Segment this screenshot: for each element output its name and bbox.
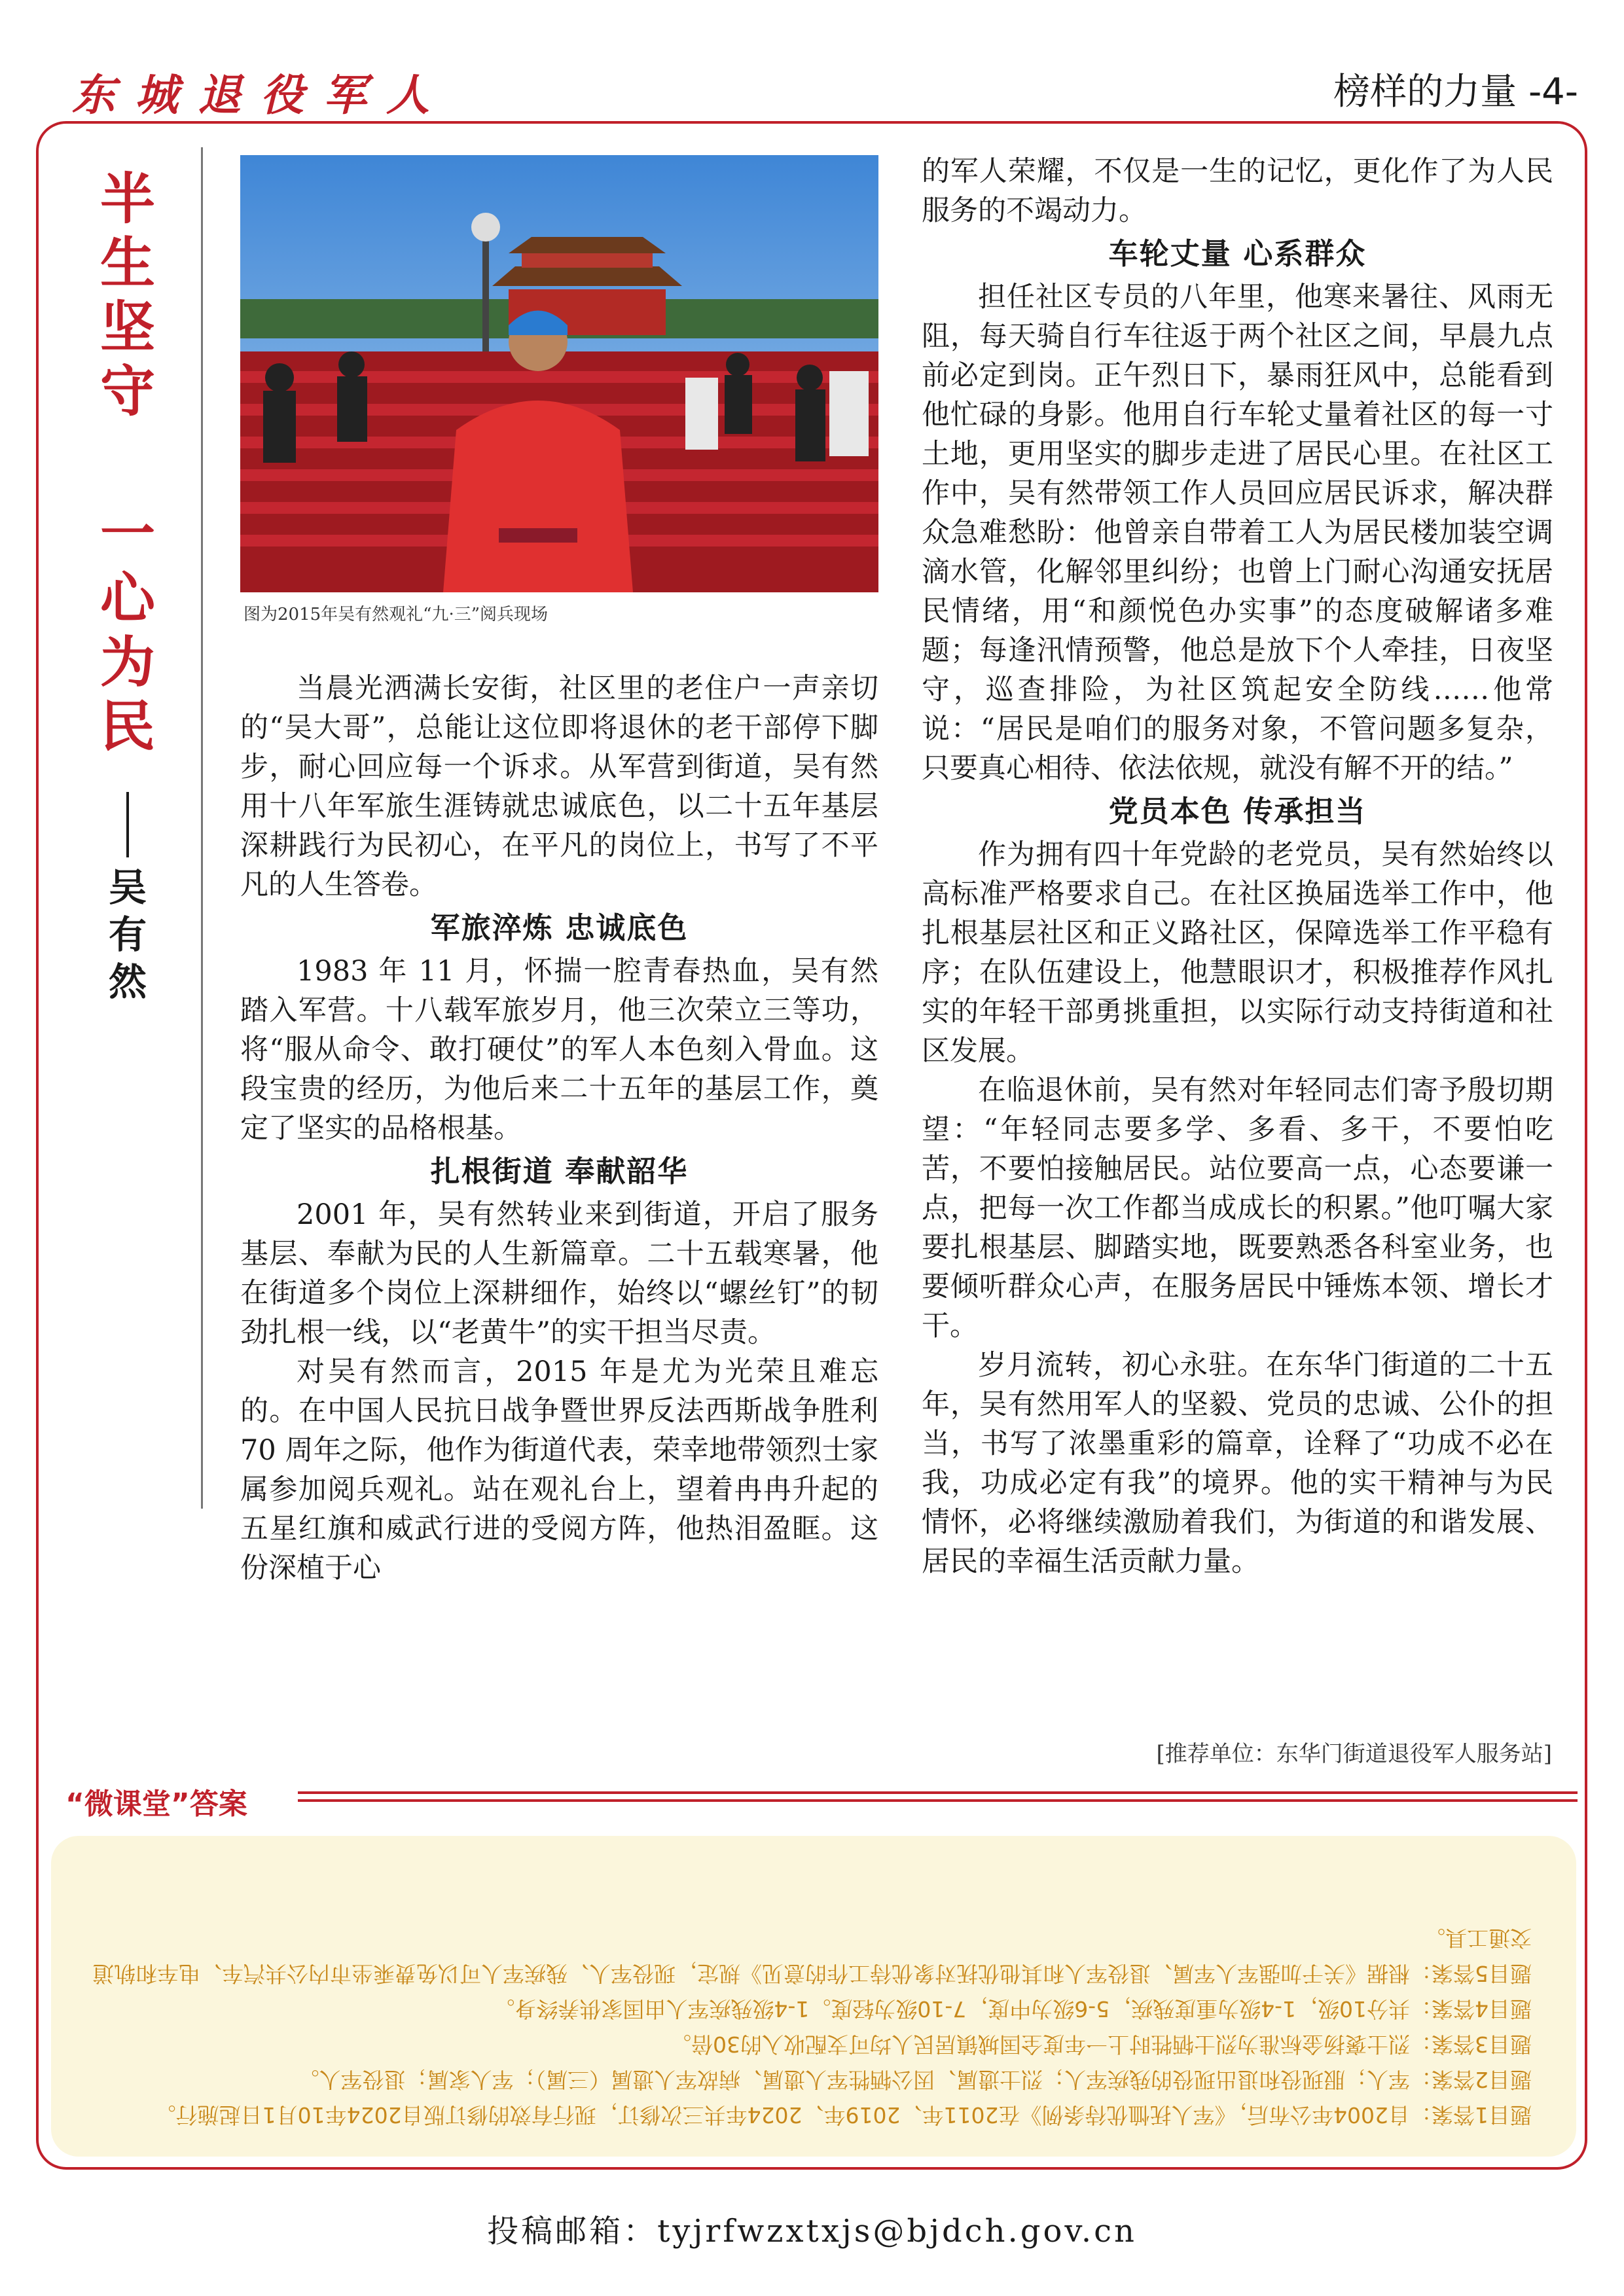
recommending-unit: [推荐单位：东华门街道退役军人服务站] (1156, 1741, 1552, 1767)
paragraph: 2001 年，吴有然转业来到街道，开启了服务基层、奉献为民的人生新篇章。二十五载寒暑，他在街道多个岗位上深耕细作，始终以“螺丝钉”的韧劲扎根一线，以“老黄牛”的实干担当尽责。 (240, 1198, 878, 1349)
photo-caption: 图为2015年吴有然观礼“九·三”阅兵现场 (244, 605, 549, 624)
title-dash (126, 792, 129, 857)
author-name (98, 864, 157, 1005)
parade-photo (240, 155, 878, 592)
intro-paragraph: 当晨光洒满长安街，社区里的老住户一声亲切的“吴大哥”，总能让这位即将退休的老干部停下脚步，耐心回应每一个诉求。从军营到街道，吴有然用十八年军旅生涯铸就忠诚底色，以二十五年基层深耕践行为民初心，在平凡的岗位上，书写了不平凡的人生答卷。 (240, 672, 878, 901)
author-char: 吴 (108, 865, 147, 910)
answer-item: 题目1答案：自2004年公布后，《军人抚恤优待条例》在2011年、2019年、2024年共三次修订，现行有效的修订版自2024年10月1日起施行。 (154, 2102, 1532, 2128)
answer-item: 题目5答案：根据《关于加强军人军属、退役军人和其他优抚对象优待工作的意见》规定，现役军人、残疾军人可以免费乘坐市内公共汽车、电车和轨道交通工具。 (92, 1926, 1532, 1986)
article-left-column (240, 669, 878, 1588)
title-char: 守 (99, 359, 155, 423)
paragraph: 岁月流转，初心永驻。在东华门街道的二十五年，吴有然用军人的坚毅、党员的忠诚、公仆的担当，书写了浓墨重彩的篇章，诠释了“功成不必在我，功成必定有我”的境界。他的实干精神与为民情怀，必将继续激励着我们，为街道的和谐发展、居民的幸福生活贡献力量。 (922, 1349, 1553, 1578)
answers-upside-down-text (52, 1846, 1558, 2147)
title-char: 心 (99, 566, 155, 630)
answer-item: 题目4答案：共分10级，1-4级为重度残疾，5-6级为中度，7-10级为轻度。1-4级残疾军人由国家供养终身。 (493, 1996, 1532, 2022)
section-title: 榜样的力量 -4- (1333, 71, 1578, 113)
paragraph: 在临退休前，吴有然对年轻同志们寄予殷切期望：“年轻同志要多学、多看、多干，不要怕吃苦，不要怕接触居民。站位要高一点，心态要谦一点，把每一次工作都当成成长的积累。”他叮嘱大家要扎根基层、脚踏实地，既要熟悉各科室业务，也要倾听群众心声，在服务居民中锤炼本领、增长才干。 (922, 1074, 1553, 1342)
paragraph: 1983 年 11 月，怀揣一腔青春热血，吴有然踏入军营。十八载军旅岁月，他三次荣立三等功，将“服从命令、敢打硬仗”的军人本色刻入骨血。这段宝贵的经历，为他后来二十五年的基层工作，奠定了坚实的品格根基。 (240, 955, 878, 1145)
subheading-party: 党员本色 传承担当 (1108, 794, 1367, 829)
article-title (98, 167, 157, 759)
paragraph: 担任社区专员的八年里，他寒来暑往、风雨无阻，每天骑自行车往返于两个社区之间，早晨九点前必定到岗。正午烈日下，暴雨狂风中，总能看到他忙碌的身影。他用自行车轮丈量着社区的每一寸土地，更用坚实的脚步走进了居民心里。在社区工作中，吴有然带领工作人员回应居民诉求，解决群众急难愁盼：他曾亲自带着工人为居民楼加装空调滴水管，化解邻里纠纷；也曾上门耐心沟通安抚居民情绪，用“和颜悦色办实事”的态度破解诸多难题；每逢汛情预警，他总是放下个人牵挂，日夜坚守，巡查排险，为社区筑起安全防线……他常说：“居民是咱们的服务对象，不管问题多复杂，只要真心相待、依法依规，就没有解不开的结。” (922, 281, 1553, 785)
title-char: 坚 (99, 295, 155, 359)
paragraph-continued: 的军人荣耀，不仅是一生的记忆，更化作了为人民服务的不竭动力。 (922, 155, 1553, 227)
submission-email: 投稿邮箱：tyjrfwzxtxjs@bjdch.gov.cn (487, 2213, 1137, 2250)
article-right-column (922, 152, 1553, 1581)
title-char: 民 (99, 694, 155, 759)
answers-heading: “微课堂”答案 (65, 1787, 247, 1821)
paragraph: 对吴有然而言，2015 年是尤为光荣且难忘的。在中国人民抗日战争暨世界反法西斯战争胜利 70 周年之际，他作为街道代表，荣幸地带领烈士家属参加阅兵观礼。站在观礼台上，望着冉冉升起的五星红旗和威武行进的受阅方阵，他热泪盈眶。这份深植于心 (240, 1355, 878, 1585)
answer-item: 题目2答案：军人；服现役和退出现役的残疾军人；烈士遗属、因公牺牲军人遗属、病故军人遗属（三属）；军人家属；退役军人。 (297, 2067, 1532, 2092)
paragraph: 作为拥有四十年党龄的老党员，吴有然始终以高标准严格要求自己。在社区换届选举工作中，他扎根基层社区和正义路社区，保障选举工作平稳有序；在队伍建设上，他慧眼识才，积极推荐作风扎实的年轻干部勇挑重担，以实际行动支持街道和社区发展。 (922, 838, 1553, 1067)
subheading-community: 车轮丈量 心系群众 (1108, 236, 1367, 271)
title-char: 半 (99, 167, 155, 231)
vertical-divider (201, 147, 203, 1509)
author-char: 然 (108, 960, 147, 1004)
title-char: 生 (99, 231, 155, 295)
answer-item: 题目3答案：烈士褒扬金标准为烈士牺牲时上一年度全国城镇居民人均可支配收入的30倍。 (670, 2032, 1532, 2057)
subheading-military: 军旅淬炼 忠诚底色 (430, 910, 689, 945)
title-char: 为 (99, 630, 155, 694)
masthead-logo: 东城退役军人 (72, 69, 449, 120)
title-char: 一 (99, 502, 155, 566)
subheading-street: 扎根街道 奉献韶华 (430, 1154, 689, 1189)
author-char: 有 (108, 912, 147, 957)
heading-rule (298, 1791, 1578, 1804)
